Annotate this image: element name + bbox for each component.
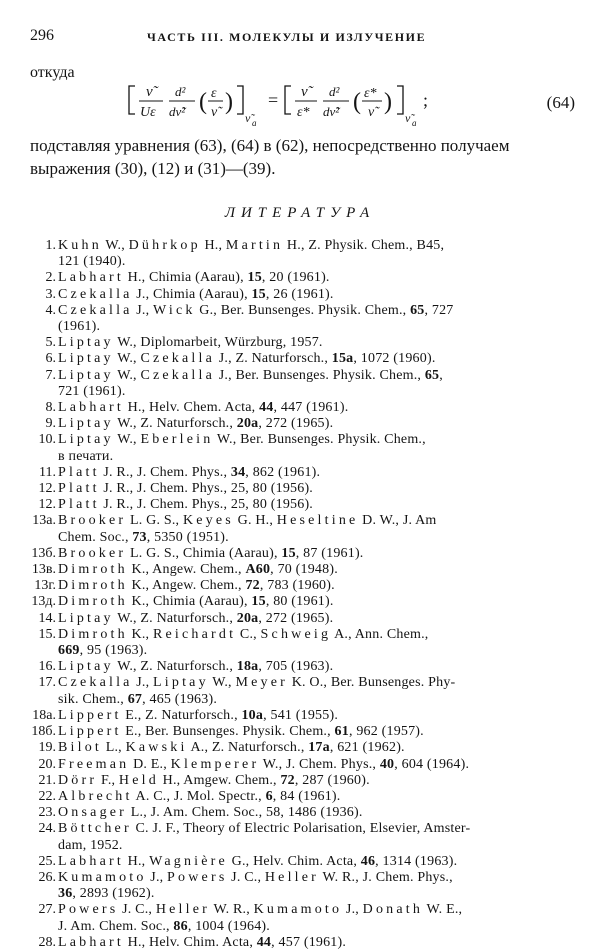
left-subscript: ν̃ xyxy=(245,111,251,125)
reference-line: Onsager L., J. Am. Chem. Soc., 58, 1486 (1936). xyxy=(58,805,363,821)
reference-text xyxy=(58,416,575,432)
reference-line: Platt J. R., J. Chem. Phys., 34, 862 (1961). xyxy=(58,464,321,480)
equation-64 xyxy=(125,60,505,130)
volume-number: 18a xyxy=(236,659,259,675)
reference-item xyxy=(30,287,575,303)
author-surname: Labhart xyxy=(58,270,124,286)
reference-line: Liptay W., Czekalla J., Z. Naturforsch., 15a, 1072 (1960). xyxy=(58,351,436,367)
volume-number: 72 xyxy=(280,772,295,788)
author-surname: Heller xyxy=(155,902,210,918)
right-subscript: ν̃ xyxy=(405,111,411,125)
reference-number: 13в. xyxy=(31,562,56,578)
author-surname: Heller xyxy=(264,869,320,885)
reference-text xyxy=(58,902,575,934)
volume-number: 15 xyxy=(251,286,266,302)
reference-item xyxy=(30,805,575,821)
reference-line: Dimroth K., Chimia (Aarau), 15, 80 (1961). xyxy=(58,594,334,610)
reference-number: 24. xyxy=(38,821,56,837)
right-inner-denominator: ν̃ xyxy=(368,105,375,120)
reference-number: 12. xyxy=(38,481,56,497)
reference-item xyxy=(30,757,575,773)
reference-item xyxy=(30,708,575,724)
reference-text xyxy=(58,351,575,367)
author-surname: Martin xyxy=(225,238,284,253)
reference-number: 2. xyxy=(45,270,56,286)
reference-line: Labhart H., Helv. Chem. Acta, 44, 447 (1961). xyxy=(58,400,349,416)
reference-item xyxy=(30,578,575,594)
left-inner-denominator: ν̃ xyxy=(211,105,218,120)
author-surname: Liptay xyxy=(58,610,114,626)
author-surname: Wick xyxy=(153,302,196,318)
reference-line: Dimroth K., Reichardt C., Schweig A., Ann. Chem., xyxy=(58,626,429,642)
reference-text xyxy=(58,287,575,303)
reference-text xyxy=(58,675,575,707)
reference-item xyxy=(30,351,575,367)
volume-number: 44 xyxy=(259,400,274,416)
author-surname: Labhart xyxy=(58,853,124,869)
reference-text xyxy=(58,578,575,594)
reference-text xyxy=(58,659,575,675)
reference-item xyxy=(30,513,575,545)
volume-number: 20a xyxy=(236,610,259,626)
reference-item xyxy=(30,902,575,934)
left-paren-close: ) xyxy=(225,89,233,115)
reference-text xyxy=(58,870,575,902)
author-surname: Freeman xyxy=(58,756,130,772)
right-paren-open: ( xyxy=(353,89,361,115)
author-surname: Labhart xyxy=(58,934,124,950)
reference-text xyxy=(58,303,575,335)
author-surname: Kawski xyxy=(125,740,188,756)
author-surname: Keyes xyxy=(182,513,234,529)
reference-line: Liptay W., Eberlein W., Ber. Bunsenges. Physik. Chem., xyxy=(58,432,426,448)
author-surname: Dimroth xyxy=(58,594,128,610)
reference-item xyxy=(30,821,575,853)
paragraph-line: выражения (30), (12) и (31)—(39). xyxy=(30,159,276,178)
formula-block xyxy=(30,60,575,130)
left-subscript-sub: a xyxy=(252,118,257,128)
reference-number: 18а. xyxy=(32,707,56,723)
reference-number: 27. xyxy=(38,902,56,918)
reference-number: 13б. xyxy=(31,545,56,561)
reference-line: Albrecht A. C., J. Mol. Spectr., 6, 84 (1961). xyxy=(58,788,341,804)
right-open-bracket xyxy=(285,86,291,114)
author-surname: Platt xyxy=(58,464,100,480)
reference-text xyxy=(58,497,575,513)
reference-item xyxy=(30,303,575,335)
author-surname: Kumamoto xyxy=(253,902,343,918)
reference-number: 28. xyxy=(38,934,56,950)
reference-item xyxy=(30,270,575,286)
left-inner-numerator: ε xyxy=(211,86,217,101)
reference-item xyxy=(30,497,575,513)
reference-number: 19. xyxy=(38,740,56,756)
reference-number: 21. xyxy=(38,772,56,788)
formula-semicolon: ; xyxy=(423,90,429,110)
reference-item xyxy=(30,627,575,659)
author-surname: Liptay xyxy=(58,416,114,432)
right-close-bracket xyxy=(397,86,403,114)
reference-line: Labhart H., Helv. Chim. Acta, 44, 457 (1961). xyxy=(58,934,347,950)
reference-item xyxy=(30,546,575,562)
author-surname: Dührkop xyxy=(128,238,201,253)
reference-line: Kuhn W., Dührkop H., Martin H., Z. Physik. Chem., B45, xyxy=(58,238,445,253)
reference-number: 15. xyxy=(38,626,56,642)
reference-item xyxy=(30,935,575,951)
reference-item xyxy=(30,335,575,351)
reference-text xyxy=(58,611,575,627)
body-paragraph xyxy=(30,134,575,180)
volume-number: 61 xyxy=(334,724,349,740)
reference-number: 12. xyxy=(38,497,56,513)
reference-item xyxy=(30,238,575,270)
volume-number: 72 xyxy=(245,578,260,594)
reference-number: 11. xyxy=(39,464,56,480)
reference-line: Labhart H., Wagnière G., Helv. Chim. Acta, 46, 1314 (1963). xyxy=(58,853,458,869)
reference-number: 16. xyxy=(38,659,56,675)
reference-text xyxy=(58,724,575,740)
left-numerator: ν̃ xyxy=(146,84,153,100)
reference-line: Labhart H., Chimia (Aarau), 15, 20 (1961). xyxy=(58,270,330,286)
reference-text xyxy=(58,562,575,578)
reference-text xyxy=(58,481,575,497)
author-surname: Czekalla xyxy=(58,675,133,691)
volume-number: 86 xyxy=(173,918,188,934)
reference-text xyxy=(58,757,575,773)
reference-number: 4. xyxy=(45,302,56,318)
volume-number: A60 xyxy=(245,562,271,578)
reference-item xyxy=(30,481,575,497)
reference-line: Liptay W., Diplomarbeit, Würzburg, 1957. xyxy=(58,335,323,351)
author-surname: Czekalla xyxy=(58,302,133,318)
author-surname: Powers xyxy=(58,902,119,918)
reference-number: 8. xyxy=(45,400,56,416)
reference-line: 36, 2893 (1962). xyxy=(58,886,155,902)
reference-line: Liptay W., Czekalla J., Ber. Bunsenges. Physik. Chem., 65, xyxy=(58,367,443,383)
reference-line: Liptay W., Z. Naturforsch., 20a, 272 (1965). xyxy=(58,416,334,432)
volume-number: 17a xyxy=(308,740,330,756)
reference-number: 10. xyxy=(38,432,56,448)
reference-number: 14. xyxy=(38,610,56,626)
reference-number: 13г. xyxy=(34,578,56,594)
reference-text xyxy=(58,935,575,951)
reference-line: Freeman D. E., Klemperer W., J. Chem. Phys., 40, 604 (1964). xyxy=(58,756,470,772)
volume-number: 65 xyxy=(410,302,425,318)
author-surname: Labhart xyxy=(58,400,124,416)
reference-item xyxy=(30,789,575,805)
volume-number: 6 xyxy=(265,788,273,804)
page-header xyxy=(30,27,575,47)
running-head: ЧАСТЬ III. МОЛЕКУЛЫ И ИЗЛУЧЕНИЕ xyxy=(147,30,427,44)
reference-line: Chem. Soc., 73, 5350 (1951). xyxy=(58,529,229,545)
reference-line: 121 (1940). xyxy=(58,254,126,270)
reference-number: 3. xyxy=(45,286,56,302)
left-open-bracket xyxy=(129,86,135,114)
volume-number: 46 xyxy=(360,853,376,869)
volume-number: 15 xyxy=(251,594,266,610)
reference-number: 17. xyxy=(38,675,56,691)
reference-text xyxy=(58,270,575,286)
author-surname: Dörr xyxy=(58,772,98,788)
reference-number: 13а. xyxy=(32,513,56,529)
left-deriv-denominator: dν̃² xyxy=(169,104,186,119)
author-surname: Kumamoto xyxy=(58,869,147,885)
reference-line: Powers J. C., Heller W. R., Kumamoto J., Donath W. E., xyxy=(58,902,463,918)
right-paren-close: ) xyxy=(384,89,392,115)
reference-text xyxy=(58,513,575,545)
reference-line: Bilot L., Kawski A., Z. Naturforsch., 17a, 621 (1962). xyxy=(58,740,405,756)
volume-number: 15 xyxy=(281,545,296,561)
author-surname: Liptay xyxy=(58,367,114,383)
author-surname: Bilot xyxy=(58,740,103,756)
reference-line: Böttcher C. J. F., Theory of Electric Polarisation, Elsevier, Amster- xyxy=(58,821,471,837)
volume-number: 40 xyxy=(379,756,395,772)
reference-line: 669, 95 (1963). xyxy=(58,643,148,659)
volume-number: 34 xyxy=(230,464,246,480)
reference-item xyxy=(30,400,575,416)
reference-line: Dimroth K., Angew. Chem., A60, 70 (1948). xyxy=(58,562,338,578)
reference-text xyxy=(58,854,575,870)
reference-item xyxy=(30,465,575,481)
author-surname: Reichardt xyxy=(152,626,237,642)
reference-text xyxy=(58,368,575,400)
equation-number: (64) xyxy=(546,93,575,112)
reference-number: 5. xyxy=(45,335,56,351)
author-surname: Klemperer xyxy=(170,756,260,772)
reference-number: 20. xyxy=(38,756,56,772)
author-surname: Held xyxy=(118,772,159,788)
reference-item xyxy=(30,432,575,464)
left-paren-open: ( xyxy=(199,89,207,115)
author-surname: Schweig xyxy=(260,626,332,642)
reference-number: 7. xyxy=(45,367,56,383)
author-surname: Powers xyxy=(167,869,228,885)
reference-number: 9. xyxy=(45,416,56,432)
reference-text xyxy=(58,465,575,481)
author-surname: Böttcher xyxy=(58,821,132,837)
reference-line: sik. Chem., 67, 465 (1963). xyxy=(58,691,218,707)
reference-item xyxy=(30,659,575,675)
reference-line: Czekalla J., Liptay W., Meyer K. O., Ber. Bunsenges. Phy- xyxy=(58,675,456,691)
author-surname: Wagnière xyxy=(149,853,228,869)
reference-number: 1. xyxy=(45,238,56,253)
reference-number: 18б. xyxy=(31,724,56,740)
volume-number: 44 xyxy=(256,934,272,950)
reference-line: Brooker L. G. S., Keyes G. H., Heseltine D. W., J. Am xyxy=(58,513,437,529)
author-surname: Heseltine xyxy=(276,513,359,529)
equals-sign: = xyxy=(268,90,279,110)
reference-item xyxy=(30,611,575,627)
reference-line: Czekalla J., Wick G., Ber. Bunsenges. Physik. Chem., 65, 727 xyxy=(58,302,454,318)
literature-heading: ЛИТЕРАТУРА xyxy=(224,205,376,221)
reference-number: 13д. xyxy=(31,594,56,610)
reference-line: Czekalla J., Chimia (Aarau), 15, 26 (1961). xyxy=(58,286,334,302)
reference-item xyxy=(30,416,575,432)
volume-number: 36 xyxy=(58,886,73,902)
reference-line: 721 (1961). xyxy=(58,383,126,399)
right-deriv-denominator: dν̃² xyxy=(323,104,340,119)
author-surname: Liptay xyxy=(58,659,114,675)
author-surname: Dimroth xyxy=(58,562,128,578)
reference-item xyxy=(30,368,575,400)
reference-text xyxy=(58,400,575,416)
reference-text xyxy=(58,821,575,853)
reference-text xyxy=(58,805,575,821)
reference-line: Liptay W., Z. Naturforsch., 20a, 272 (1965). xyxy=(58,610,334,626)
reference-item xyxy=(30,594,575,610)
page-number: 296 xyxy=(30,27,54,44)
right-numerator: ν̃ xyxy=(301,84,308,100)
reference-line: Liptay W., Z. Naturforsch., 18a, 705 (1963). xyxy=(58,659,334,675)
reference-line: Platt J. R., J. Chem. Phys., 25, 80 (1956). xyxy=(58,481,314,497)
reference-line: dam, 1952. xyxy=(58,837,123,853)
reference-text xyxy=(58,594,575,610)
formula-lead-word: откуда xyxy=(30,64,75,81)
author-surname: Lippert xyxy=(58,724,122,740)
right-deriv-numerator: d² xyxy=(329,84,340,99)
reference-text xyxy=(58,708,575,724)
author-surname: Onsager xyxy=(58,805,128,821)
volume-number: 10a xyxy=(241,707,264,723)
volume-number: 67 xyxy=(127,691,143,707)
reference-item xyxy=(30,740,575,756)
reference-item xyxy=(30,562,575,578)
volume-number: 15 xyxy=(247,270,262,286)
reference-text xyxy=(58,335,575,351)
left-deriv-numerator: d² xyxy=(175,84,186,99)
reference-number: 22. xyxy=(38,788,56,804)
reference-text xyxy=(58,546,575,562)
author-surname: Eberlein xyxy=(140,432,214,448)
right-subscript-sub: a xyxy=(412,118,417,128)
author-surname: Czekalla xyxy=(140,351,216,367)
reference-list xyxy=(30,238,575,951)
reference-item xyxy=(30,854,575,870)
reference-line: (1961). xyxy=(58,319,101,335)
reference-line: Lippert E., Z. Naturforsch., 10a, 541 (1955). xyxy=(58,707,339,723)
volume-number: 20a xyxy=(236,416,259,432)
author-surname: Liptay xyxy=(153,675,209,691)
author-surname: Platt xyxy=(58,481,100,497)
volume-number: 65 xyxy=(424,367,440,383)
volume-number: 73 xyxy=(132,529,147,545)
author-surname: Brooker xyxy=(58,513,127,529)
author-surname: Liptay xyxy=(58,335,114,351)
author-surname: Dimroth xyxy=(58,578,128,594)
reference-line: Dimroth K., Angew. Chem., 72, 783 (1960). xyxy=(58,578,335,594)
reference-line: J. Am. Chem. Soc., 86, 1004 (1964). xyxy=(58,918,270,934)
reference-item xyxy=(30,870,575,902)
author-surname: Liptay xyxy=(58,351,114,367)
reference-line: в печати. xyxy=(58,448,114,464)
author-surname: Donath xyxy=(362,902,424,918)
reference-line: Kumamoto J., Powers J. C., Heller W. R., J. Chem. Phys., xyxy=(58,869,453,885)
reference-text xyxy=(58,238,575,270)
author-surname: Liptay xyxy=(58,432,114,448)
reference-item xyxy=(30,773,575,789)
volume-number: 669 xyxy=(58,643,80,659)
reference-line: Lippert E., Ber. Bunsenges. Physik. Chem., 61, 962 (1957). xyxy=(58,724,424,740)
reference-number: 23. xyxy=(38,805,56,821)
reference-line: Brooker L. G. S., Chimia (Aarau), 15, 87 (1961). xyxy=(58,545,364,561)
volume-number: 15a xyxy=(331,351,354,367)
author-surname: Czekalla xyxy=(58,286,133,302)
author-surname: Platt xyxy=(58,497,100,513)
reference-line: Dörr F., Held H., Amgew. Chem., 72, 287 (1960). xyxy=(58,772,370,788)
reference-text xyxy=(58,432,575,464)
reference-text xyxy=(58,627,575,659)
author-surname: Meyer xyxy=(235,675,289,691)
reference-number: 6. xyxy=(45,351,56,367)
reference-line: Platt J. R., J. Chem. Phys., 25, 80 (1956). xyxy=(58,497,314,513)
right-denominator: ε* xyxy=(297,105,310,120)
left-close-bracket xyxy=(237,86,243,114)
author-surname: Brooker xyxy=(58,545,127,561)
author-surname: Albrecht xyxy=(58,788,133,804)
reference-item xyxy=(30,675,575,707)
paragraph-line: подставляя уравнения (63), (64) в (62), непосредственно получаем xyxy=(30,136,510,155)
reference-text xyxy=(58,789,575,805)
right-inner-numerator: ε* xyxy=(364,86,377,101)
reference-number: 25. xyxy=(38,853,56,869)
reference-text xyxy=(58,773,575,789)
author-surname: Kuhn xyxy=(58,238,102,253)
author-surname: Czekalla xyxy=(140,367,216,383)
author-surname: Lippert xyxy=(58,707,122,723)
reference-number: 26. xyxy=(38,869,56,885)
left-denominator: Uε xyxy=(140,105,156,120)
reference-item xyxy=(30,724,575,740)
reference-text xyxy=(58,740,575,756)
author-surname: Dimroth xyxy=(58,626,128,642)
